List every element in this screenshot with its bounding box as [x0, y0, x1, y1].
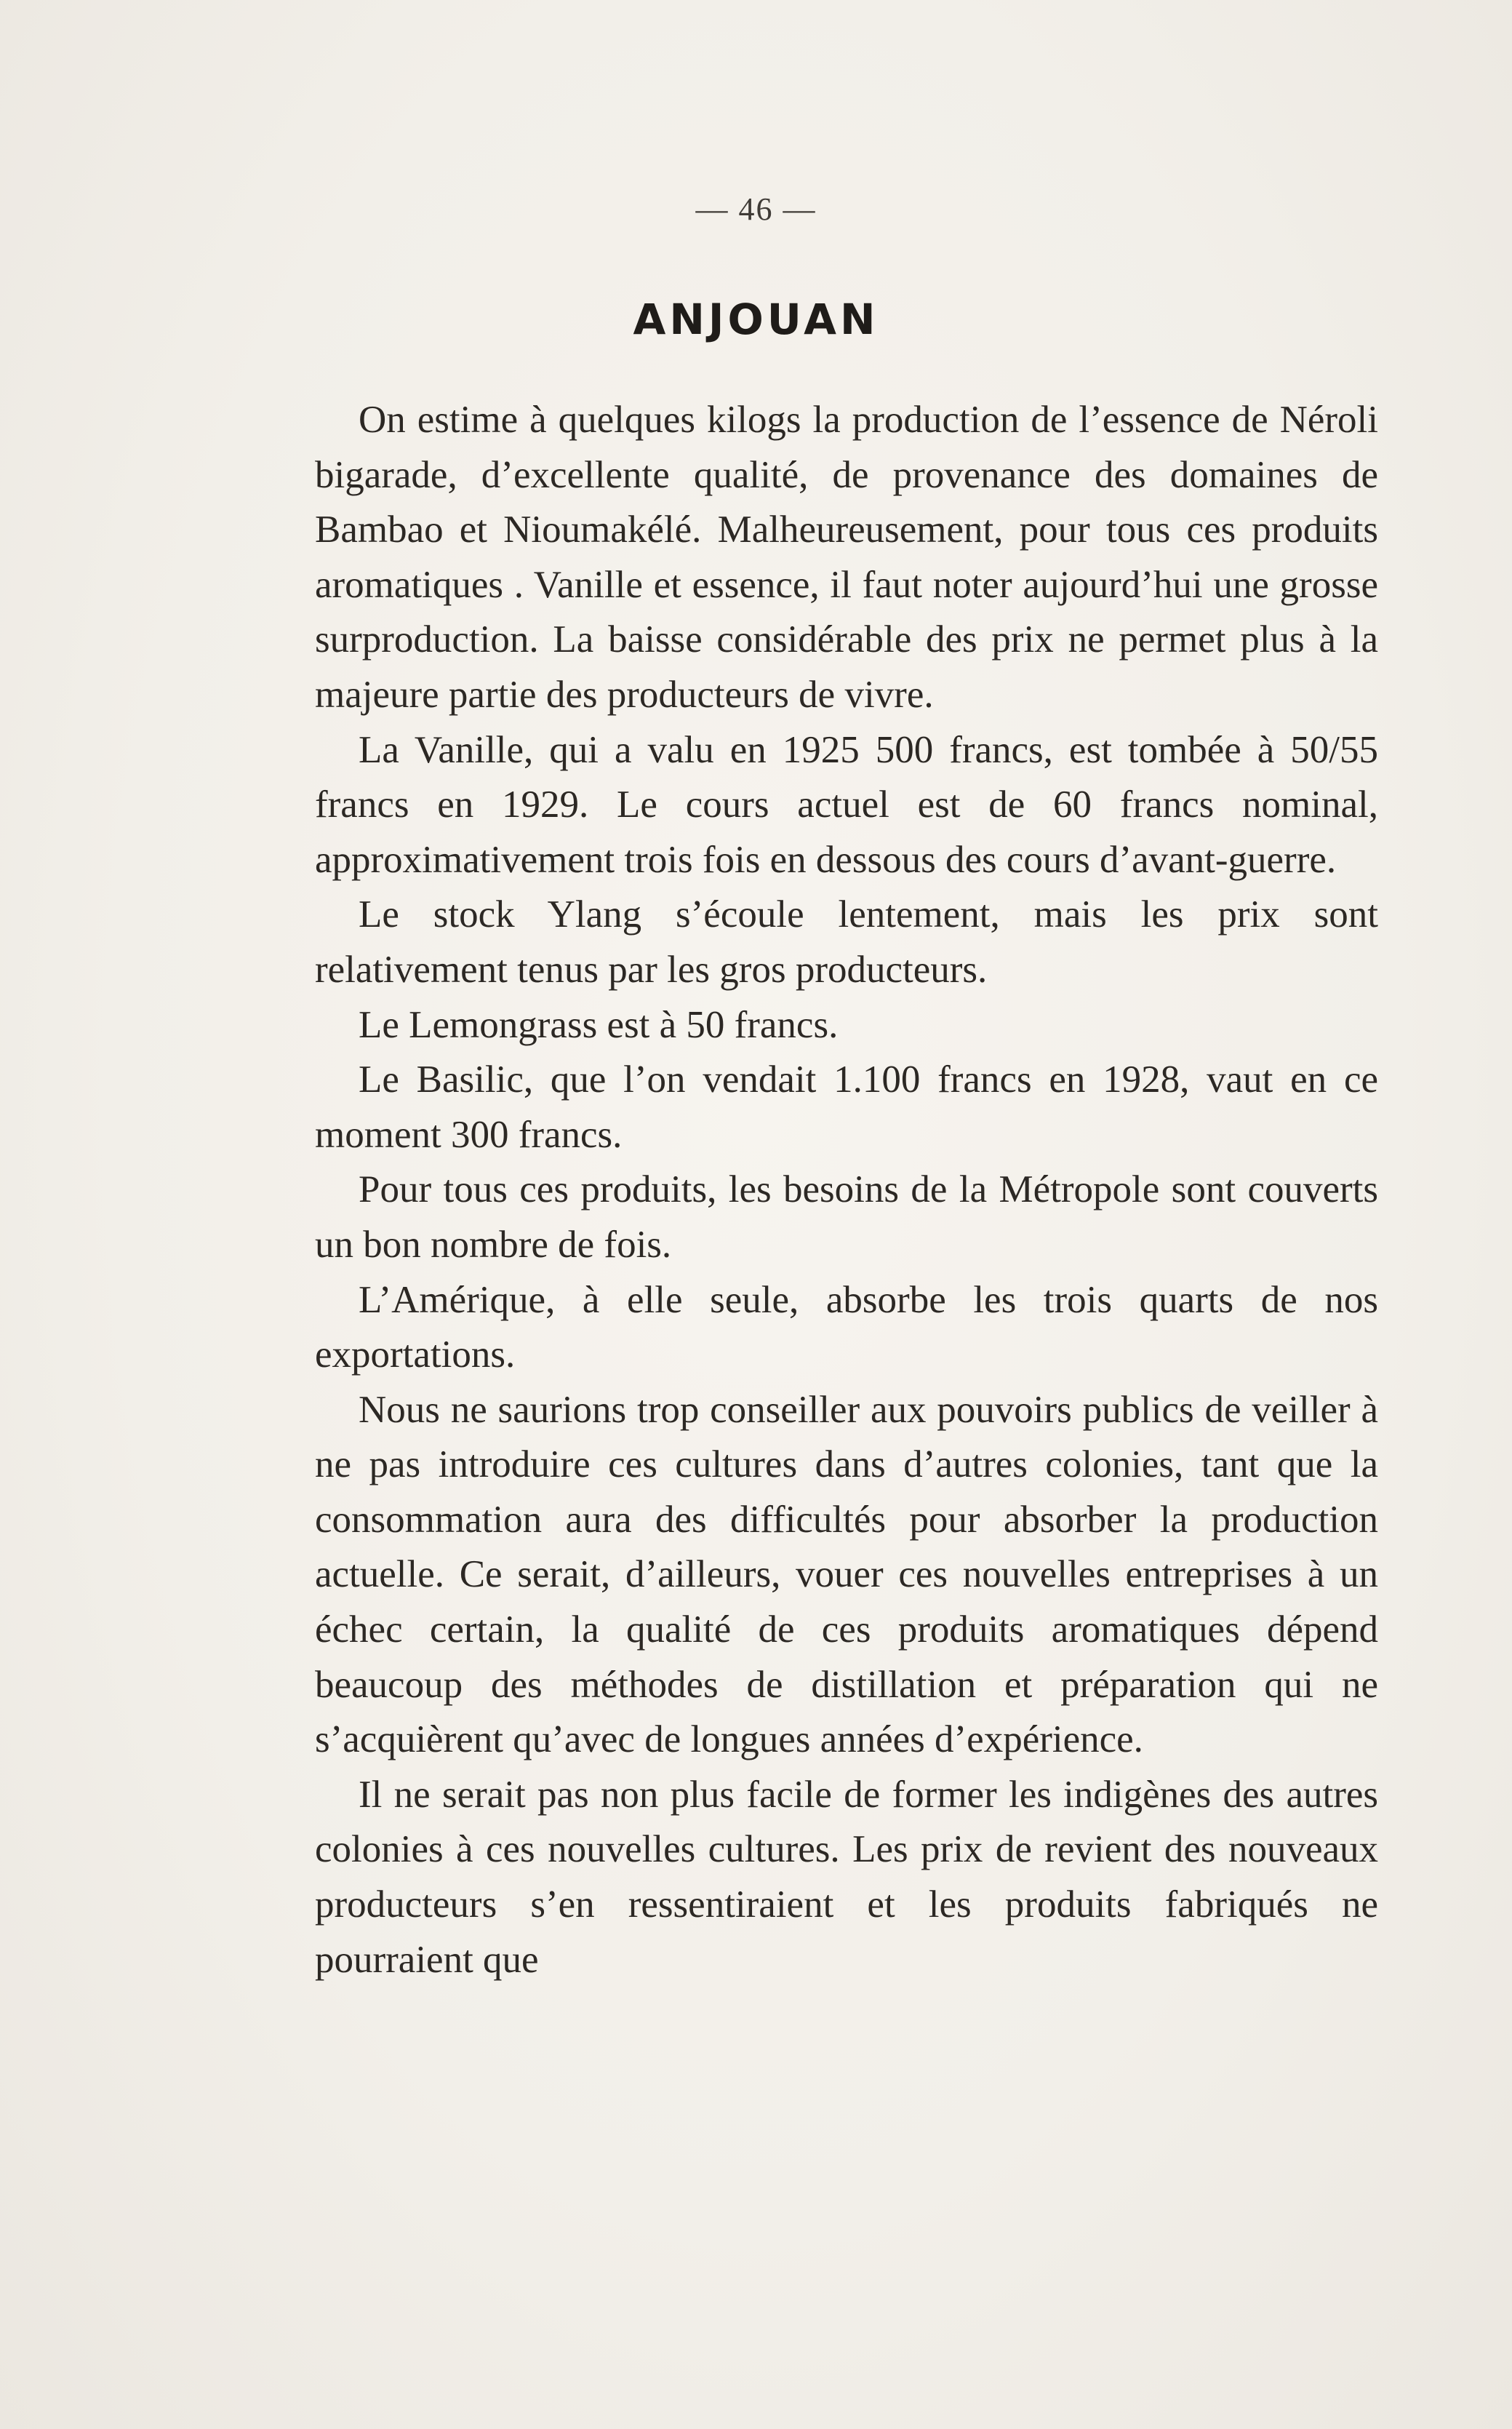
paragraph-3: Le stock Ylang s’écoule lentement, mais les prix sont relativement tenus par les gros producteurs. [315, 893, 1378, 991]
paragraph-5: Le Basilic, que l’on vendait 1.100 francs en 1928, vaut en ce moment 300 francs. [315, 1058, 1378, 1156]
paragraph-2: La Vanille, qui a valu en 1925 500 francs, est tombée à 50/55 francs en 1929. Le cours actuel est de 60 francs nominal, approximativement trois fois en dessous des cours d’avant-guerre. [315, 728, 1378, 881]
paragraph-7: L’Amérique, à elle seule, absorbe les trois quarts de nos exportations. [315, 1278, 1378, 1376]
paragraph-1: On estime à quelques kilogs la production de l’essence de Néroli bigarade, d’excellente qualité, de provenance des domaines de Bambao et Nioumakélé. Malheureusement, pour tous ces produits aromatiques . Vanille et essence, il faut noter aujourd’hui une grosse surproduction. La baisse considérable des prix ne permet plus à la majeure partie des producteurs de vivre. [315, 399, 1378, 716]
body-text [315, 393, 1378, 1987]
paragraph-9: Il ne serait pas non plus facile de former les indigènes des autres colonies à ces nouvelles cultures. Les prix de revient des nouveaux producteurs s’en ressentiraient et les produits fabriqués ne pourraient que [315, 1773, 1378, 1981]
section-title: ANJOUAN [633, 295, 879, 344]
paragraph-6: Pour tous ces produits, les besoins de la Métropole sont couverts un bon nombre de fois. [315, 1168, 1378, 1266]
paragraph-8: Nous ne saurions trop conseiller aux pouvoirs publics de veiller à ne pas introduire ces cultures dans d’autres colonies, tant que la consommation aura des difficultés pour absorber la production actuelle. Ce serait, d’ailleurs, vouer ces nouvelles entreprises à un échec certain, la qualité de ces produits aromatiques dépend beaucoup des méthodes de distillation et préparation qui ne s’acquièrent qu’avec de longues années d’expérience. [315, 1388, 1378, 1761]
paragraph-4: Le Lemongrass est à 50 francs. [359, 1003, 839, 1046]
page-number: — 46 — [695, 191, 817, 227]
